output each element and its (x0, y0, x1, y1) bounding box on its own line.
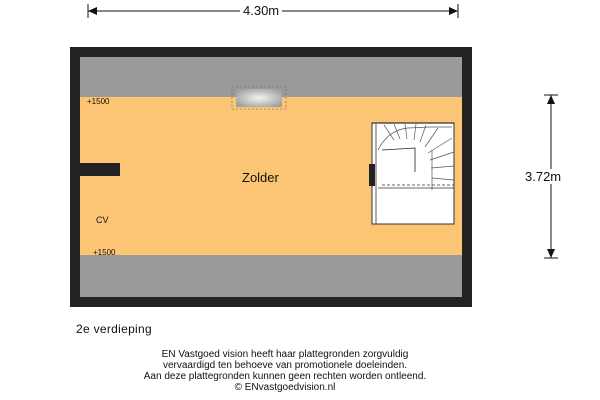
staircase (369, 123, 454, 224)
disclaimer-line-3: Aan deze plattegronden kunnen geen rechten worden ontleend. (143, 371, 427, 382)
width-dimension-label: 4.30m (240, 3, 282, 18)
room-label-zolder: Zolder (242, 170, 279, 185)
skylight (232, 87, 286, 109)
level-title: 2e verdieping (76, 322, 152, 336)
height-marker-top: +1500 (87, 97, 110, 106)
chimney-stub (80, 163, 120, 176)
disclaimer-line-1: EN Vastgoed vision heeft haar plattegronden zorgvuldig (161, 349, 409, 360)
depth-dimension-label: 3.72m (522, 169, 564, 184)
height-marker-bottom: +1500 (93, 248, 116, 257)
disclaimer-line-4: © ENvastgoedvision.nl (234, 382, 336, 393)
low-ceiling-zone-bottom (80, 255, 462, 297)
disclaimer-line-2: vervaardigd ten behoeve van promotionele doeleinden. (162, 360, 408, 371)
cv-label: CV (96, 215, 109, 225)
